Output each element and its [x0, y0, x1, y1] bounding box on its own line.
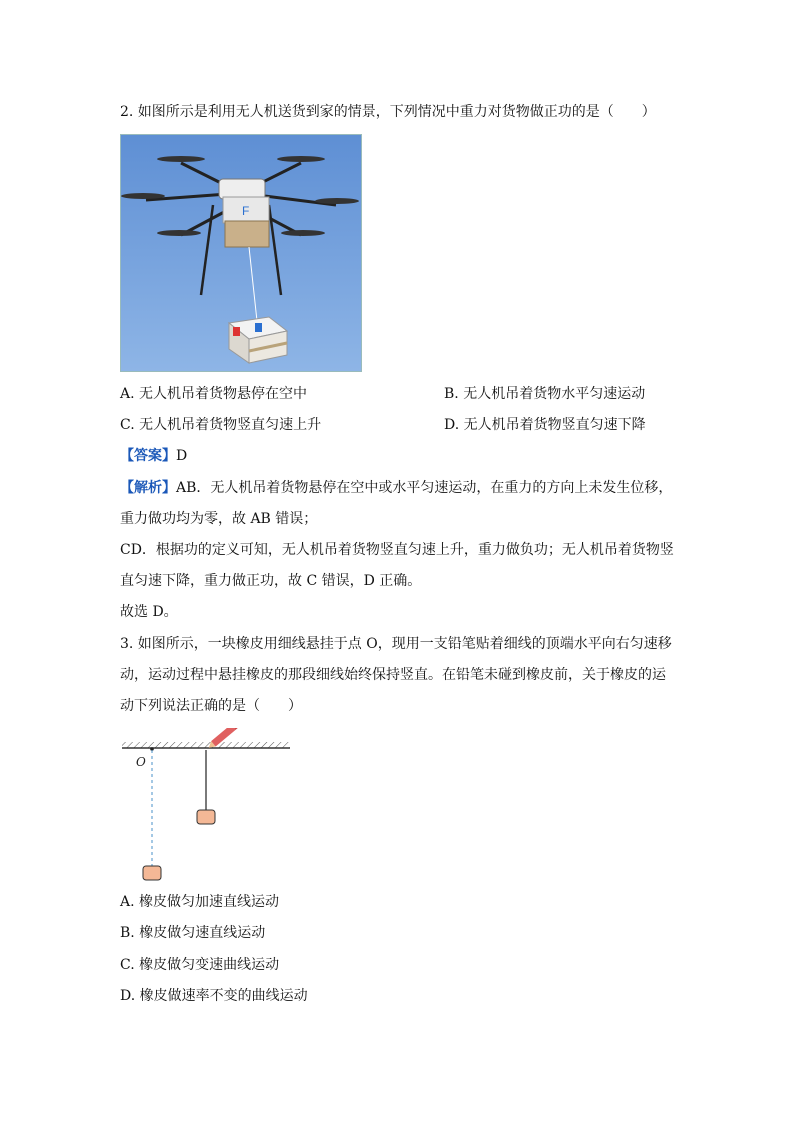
q3-option-d: D. 橡皮做速率不变的曲线运动 — [120, 988, 308, 1004]
q2-conclusion: 故选 D。 — [120, 604, 178, 620]
analysis-tag: 【解析】 — [120, 480, 176, 496]
q3-stem-line-1: 3. 如图所示，一块橡皮用细线悬挂于点 O，现用一支铅笔贴着细线的顶端水平向右匀速移 — [120, 636, 672, 652]
q3-stem-line-3: 动下列说法正确的是（ ） — [120, 698, 302, 714]
q3-stem-line-2: 动，运动过程中悬挂橡皮的那段细线始终保持竖直。在铅笔未碰到橡皮前，关于橡皮的运 — [120, 667, 666, 683]
q2-analysis-line-3: CD．根据功的定义可知，无人机吊着货物竖直匀速上升，重力做负功；无人机吊着货物竖 — [120, 542, 674, 558]
analysis-text-1: AB．无人机吊着货物悬停在空中或水平匀速运动，在重力的方向上未发生位移， — [176, 480, 673, 496]
q3-option-c: C. 橡皮做匀变速曲线运动 — [120, 957, 280, 973]
point-o-label: O — [136, 755, 146, 769]
answer-value: D — [176, 448, 188, 464]
q2-option-c: C. 无人机吊着货物竖直匀速上升 — [120, 417, 322, 433]
svg-text:F: F — [242, 204, 250, 218]
q3-option-b: B. 橡皮做匀速直线运动 — [120, 925, 266, 941]
q2-analysis-line-4: 直匀速下降，重力做正功，故 C 错误，D 正确。 — [120, 573, 422, 589]
q2-answer — [120, 446, 187, 466]
drone-photo — [120, 134, 362, 372]
q2-option-a: A. 无人机吊着货物悬停在空中 — [120, 386, 308, 402]
q2-stem: 2. 如图所示是利用无人机送货到家的情景，下列情况中重力对货物做正功的是（ ） — [120, 104, 656, 120]
eraser-pencil-diagram — [118, 728, 298, 888]
q2-analysis-line-1 — [120, 478, 672, 498]
answer-tag: 【答案】 — [120, 448, 176, 464]
q2-analysis-line-2: 重力做功均为零，故 AB 错误； — [120, 511, 318, 527]
q2-option-b: B. 无人机吊着货物水平匀速运动 — [444, 386, 646, 402]
q3-option-a: A. 橡皮做匀加速直线运动 — [120, 894, 280, 910]
q2-option-d: D. 无人机吊着货物竖直匀速下降 — [444, 417, 646, 433]
